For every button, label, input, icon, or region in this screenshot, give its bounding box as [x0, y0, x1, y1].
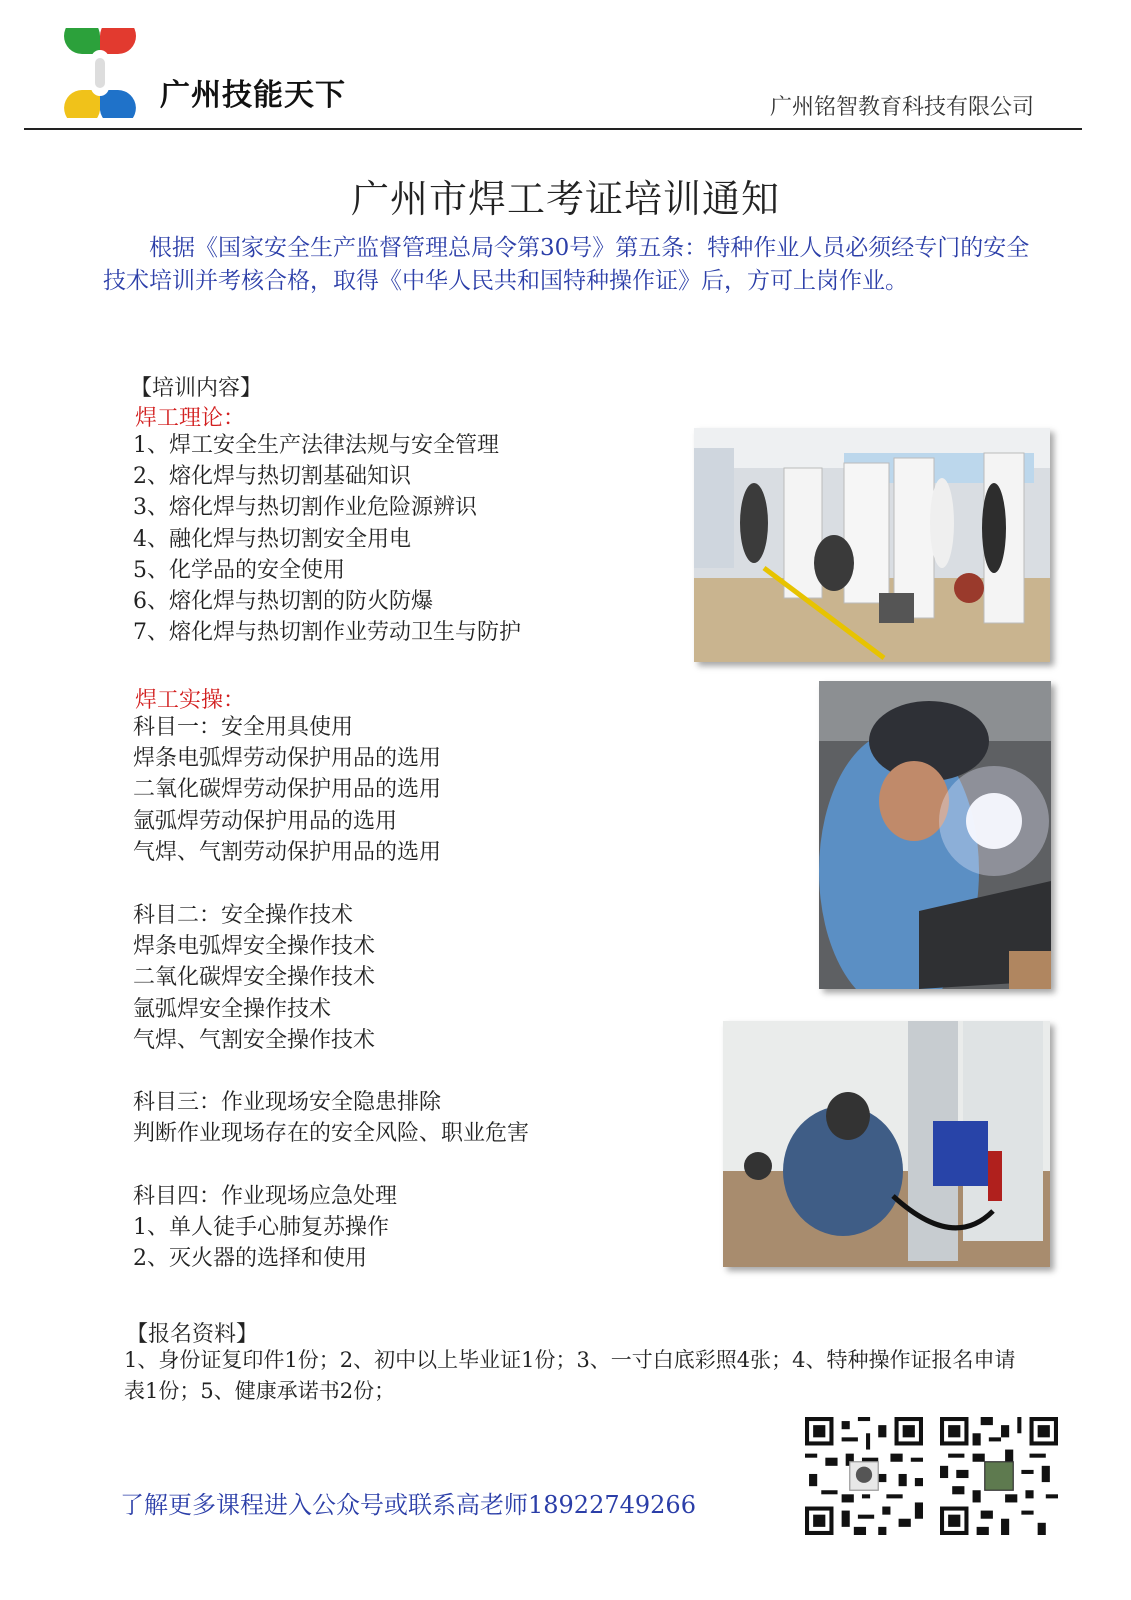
list-item: 氩弧焊安全操作技术 [133, 996, 332, 1022]
header-divider [24, 128, 1082, 130]
list-item: 1、单人徒手心肺复苏操作 [133, 1215, 389, 1241]
photo-training-booths [694, 428, 1050, 662]
brand-name: 广州技能天下 [160, 78, 346, 113]
list-item: 焊条电弧焊劳动保护用品的选用 [133, 746, 442, 772]
list-item: 1、焊工安全生产法律法规与安全管理 [133, 433, 499, 458]
list-item: 氩弧焊劳动保护用品的选用 [133, 808, 398, 834]
list-item: 二氧化碳焊劳动保护用品的选用 [133, 777, 442, 803]
company-name: 广州铭智教育科技有限公司 [770, 95, 1035, 120]
subject-title: 科目三：作业现场安全隐患排除 [133, 1090, 442, 1115]
qr-code-icon [805, 1417, 923, 1535]
list-item: 4、融化焊与热切割安全用电 [133, 526, 411, 552]
list-item: 判断作业现场存在的安全风险、职业危害 [133, 1121, 530, 1147]
subject1-list [133, 712, 441, 868]
subject-title: 科目四：作业现场应急处理 [133, 1184, 398, 1209]
brand-logo [55, 28, 145, 118]
list-item: 气焊、气割劳动保护用品的选用 [133, 839, 442, 865]
subject-title: 科目二：安全操作技术 [133, 903, 354, 928]
list-item: 气焊、气割安全操作技术 [133, 1027, 376, 1053]
photo-welding-practice [819, 681, 1051, 989]
contact-line: 了解更多课程进入公众号或联系高老师18922749266 [120, 1491, 696, 1519]
list-item: 2、熔化焊与热切割基础知识 [133, 464, 411, 490]
list-item: 5、化学品的安全使用 [133, 557, 345, 583]
list-item: 二氧化碳焊安全操作技术 [133, 965, 376, 991]
training-heading: 【培训内容】 [130, 376, 263, 401]
registration-text: 1、身份证复印件1份；2、初中以上毕业证1份；3、一寸白底彩照4张；4、特种操作证报名申请表1份；5、健康承诺书2份； [124, 1348, 1016, 1403]
theory-list [133, 430, 521, 648]
practice-heading: 焊工实操： [135, 688, 246, 713]
list-item: 6、熔化焊与热切割的防火防爆 [133, 589, 433, 615]
qr-code-icon [940, 1417, 1058, 1535]
list-item: 3、熔化焊与热切割作业危险源辨识 [133, 495, 477, 521]
list-item: 2、灭火器的选择和使用 [133, 1246, 367, 1272]
page-title: 广州市焊工考证培训通知 [350, 177, 780, 221]
registration-heading: 【报名资料】 [126, 1322, 259, 1347]
subject2-list [133, 900, 375, 1056]
intro-paragraph: 根据《国家安全生产监督管理总局令第30号》第五条：特种作业人员必须经专门的安全技术培训并考核合格，取得《中华人民共和国特种操作证》后，方可上岗作业。 [103, 235, 1030, 294]
photo-welding-site [723, 1021, 1050, 1267]
list-item: 7、熔化焊与热切割作业劳动卫生与防护 [133, 620, 521, 646]
subject-title: 科目一：安全用具使用 [133, 715, 354, 740]
subject3-list [133, 1087, 529, 1149]
list-item: 焊条电弧焊安全操作技术 [133, 934, 376, 960]
subject4-list [133, 1181, 397, 1275]
theory-heading: 焊工理论： [135, 406, 246, 431]
